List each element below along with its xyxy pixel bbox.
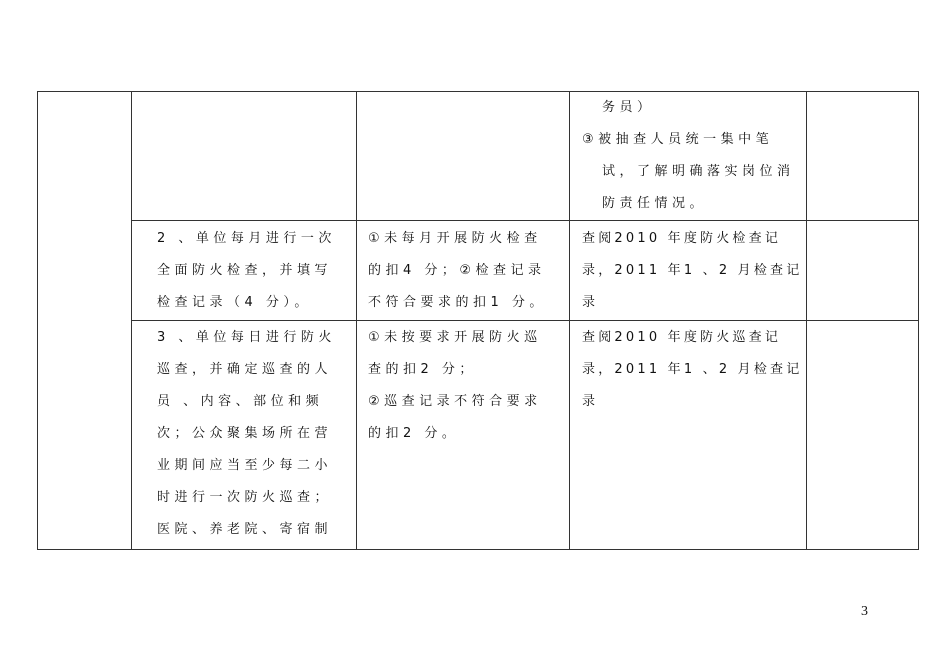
- cell-line: 录，2011 年1 、2 月检查记: [582, 362, 803, 377]
- cell-line: 次；公众聚集场所在营: [157, 426, 333, 441]
- cell-line: 的扣4 分；②检查记录: [368, 263, 546, 278]
- cell-line: 务员）: [602, 100, 655, 115]
- table-row-divider: [131, 320, 919, 321]
- row1-requirement-cell: [157, 223, 336, 319]
- cell-line: 检查记录（4 分）。: [157, 295, 312, 310]
- table-row-divider: [131, 220, 919, 221]
- cell-line: 时进行一次防火巡查；: [157, 490, 333, 505]
- cell-line: 2 、单位每月进行一次: [157, 231, 336, 246]
- cell-line: 的扣2 分。: [368, 426, 460, 441]
- cell-line: 防责任情况。: [602, 196, 708, 211]
- cell-line: ①未按要求开展防火巡: [368, 330, 542, 345]
- row1-scoring-cell: [368, 223, 547, 319]
- row2-requirement-cell: [157, 322, 336, 546]
- cell-line: 查的扣2 分；: [368, 362, 477, 377]
- cell-line: 录: [582, 394, 599, 409]
- cell-line: 录: [582, 295, 599, 310]
- cell-line: 不符合要求的扣1 分。: [368, 295, 547, 310]
- cell-line: 录，2011 年1 、2 月检查记: [582, 263, 803, 278]
- cell-line: ②巡查记录不符合要求: [368, 394, 542, 409]
- cell-line: ①未每月开展防火检查: [368, 231, 542, 246]
- cell-line: 试，了解明确落实岗位消: [602, 164, 795, 179]
- cell-line: 3 、单位每日进行防火: [157, 330, 336, 345]
- cell-line: 查阅2010 年度防火检查记: [582, 231, 782, 246]
- cell-line: 巡查，并确定巡查的人: [157, 362, 333, 377]
- cell-line: 医院、养老院、寄宿制: [157, 522, 333, 537]
- row2-method-cell: [582, 322, 802, 418]
- cell-line: 查阅2010 年度防火巡查记: [582, 330, 782, 345]
- row1-method-cell: [582, 223, 802, 319]
- cell-line: 业期间应当至少每二小: [157, 458, 333, 473]
- page-number: 3: [861, 604, 868, 619]
- cell-line: ③被抽查人员统一集中笔: [582, 132, 774, 147]
- row0-method-cell: [582, 92, 795, 220]
- cell-line: 员 、内容、部位和频: [157, 394, 324, 409]
- row2-scoring-cell: [368, 322, 542, 450]
- cell-line: 全面防火检查，并填写: [157, 263, 333, 278]
